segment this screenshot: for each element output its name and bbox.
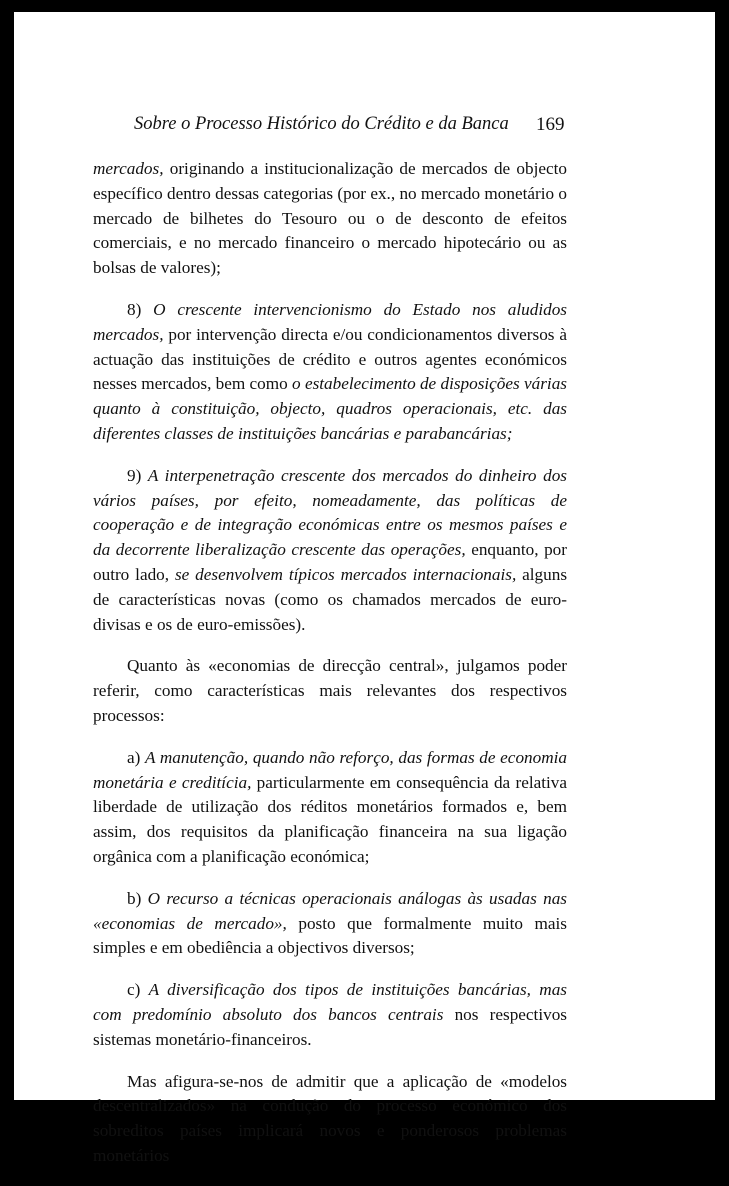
body-text bbox=[93, 157, 567, 1186]
italic-text: A manutenção, quando não reforço, das formas de economia monetária e creditícia, bbox=[93, 747, 568, 792]
text-run: enquanto, por outro lado, bbox=[93, 540, 567, 584]
item-number: a) bbox=[127, 747, 146, 767]
italic-text: O crescente intervencionismo do Estado nos aludidos mercados, bbox=[93, 299, 567, 344]
italic-text: A diversificação dos tipos de instituições bancárias, mas com predomínio absoluto dos bancos centrais bbox=[93, 980, 567, 1024]
item-number: c) bbox=[127, 980, 149, 1000]
text-run: particularmente em consequência da relativa liberdade de utilização dos réditos monetários formados e, bem assim, dos requisitos da planificação financeira na sua ligação orgânica com a planificação económica; bbox=[93, 772, 567, 866]
list-item-c bbox=[93, 978, 567, 1052]
paragraph-decentralized-models: Mas afigura-se-nos de admitir que a aplicação de «modelos descentralizados» na condução do processo económico dos sobreditos países implicará novos e ponderosos problemas monetários bbox=[93, 1071, 567, 1165]
page-header bbox=[14, 114, 715, 140]
item-number: 9) bbox=[127, 465, 148, 485]
italic-text: A interpenetração crescente dos mercados do dinheiro dos vários países, por efeito, nomeadamente, das políticas de cooperação e de integração económicas entre os mesmos países e da decorrente liberalização crescente das operações, bbox=[93, 465, 567, 560]
page-number: 169 bbox=[536, 114, 565, 135]
list-item-9 bbox=[93, 464, 567, 638]
text-run: originando a institucionalização de mercados de objecto específico dentro dessas categorias (por ex., no mercado monetário o mercado de bilhetes do Tesouro ou o de desconto de efeitos comerciais, e no mercado financeiro o mercado hipotecário ou as bolsas de valores); bbox=[93, 159, 567, 278]
text-run: por intervenção directa e/ou condicionamentos diversos à actuação das instituições de crédito e outros agentes económicos nesses mercados, bem como bbox=[93, 324, 567, 394]
paragraph-central-economies: Quanto às «economias de direcção central», julgamos poder referir, como características mais relevantes dos respectivos processos: bbox=[93, 656, 567, 725]
text-run: alguns de características novas (como os chamados mercados de euro-divisas e os de euro-emissões). bbox=[93, 564, 568, 634]
list-item-8 bbox=[93, 298, 567, 447]
running-title: Sobre o Processo Histórico do Crédito e da Banca bbox=[134, 114, 509, 134]
list-item-b bbox=[93, 887, 567, 961]
book-page bbox=[14, 12, 715, 1165]
item-number: 8) bbox=[127, 299, 154, 319]
italic-text: O recurso a técnicas operacionais análogas às usadas nas «economias de mercado», bbox=[93, 888, 567, 933]
paragraph-continuation bbox=[93, 157, 567, 281]
italic-text: mercados, bbox=[93, 159, 164, 178]
list-item-a bbox=[93, 746, 567, 870]
italic-text: o estabelecimento de disposições várias quanto à constituição, objecto, quadros operacionais, etc. das diferentes classes de instituições bancárias e parabancárias; bbox=[93, 374, 567, 443]
text-run: nos respectivos sistemas monetário-financeiros. bbox=[93, 1004, 567, 1049]
text-run: posto que formalmente muito mais simples e em obediência a objectivos diversos; bbox=[93, 913, 567, 958]
italic-text: se desenvolvem típicos mercados internacionais, bbox=[174, 564, 517, 584]
item-number: b) bbox=[127, 888, 148, 908]
